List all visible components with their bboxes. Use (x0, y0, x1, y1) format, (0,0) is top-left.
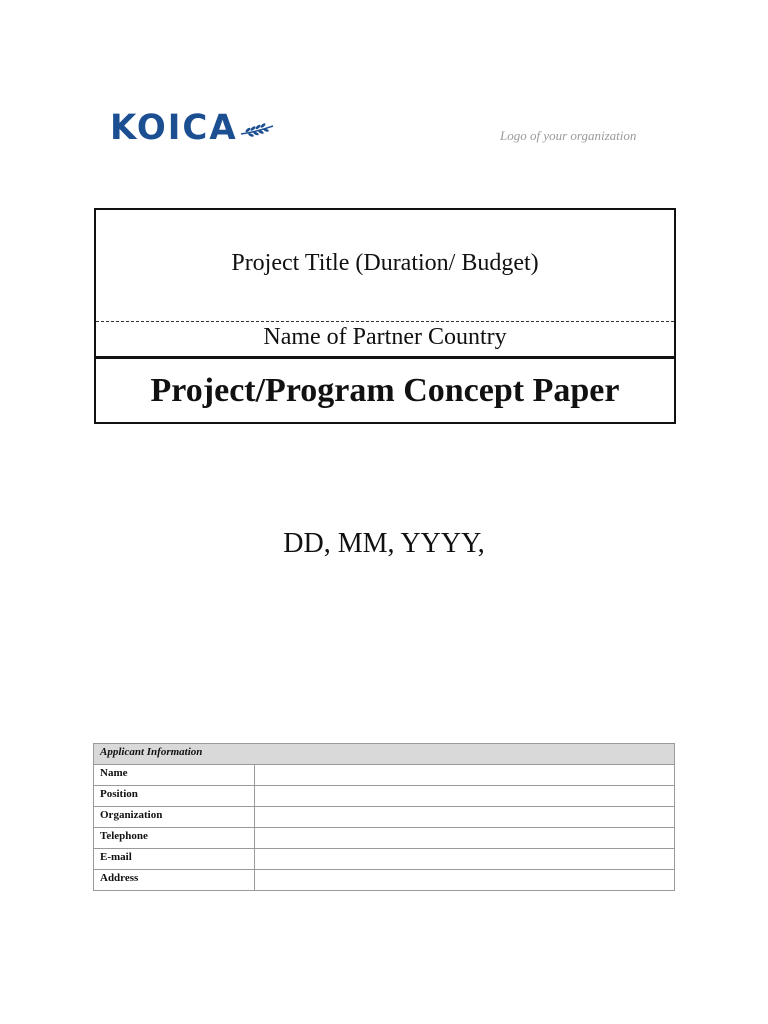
row-label: Position (94, 786, 255, 807)
table-row (94, 870, 675, 891)
table-row (94, 828, 675, 849)
name-field[interactable] (255, 765, 675, 786)
table-row (94, 786, 675, 807)
table-header-row (94, 744, 675, 765)
organization-logo-placeholder: Logo of your organization (500, 128, 637, 143)
row-label: Address (94, 870, 255, 891)
table-row (94, 765, 675, 786)
row-label: Name (94, 765, 255, 786)
project-title: Project Title (Duration/ Budget) (231, 250, 539, 276)
telephone-field[interactable] (255, 828, 675, 849)
koica-logo (110, 108, 274, 148)
row-label: E-mail (94, 849, 255, 870)
dashed-divider (96, 321, 674, 322)
email-field[interactable] (255, 849, 675, 870)
title-box (94, 208, 676, 424)
table-header: Applicant Information (94, 744, 675, 765)
logo-text: KOICA (110, 107, 238, 149)
position-field[interactable] (255, 786, 675, 807)
table-row (94, 807, 675, 828)
row-label: Telephone (94, 828, 255, 849)
row-label: Organization (94, 807, 255, 828)
paper-title: Project/Program Concept Paper (150, 372, 620, 409)
thick-divider (96, 356, 674, 359)
table-row (94, 849, 675, 870)
address-field[interactable] (255, 870, 675, 891)
applicant-info-table (93, 743, 675, 891)
date-placeholder: DD, MM, YYYY, (283, 528, 485, 559)
partner-country: Name of Partner Country (263, 324, 507, 350)
organization-field[interactable] (255, 807, 675, 828)
leaf-icon (240, 122, 274, 138)
